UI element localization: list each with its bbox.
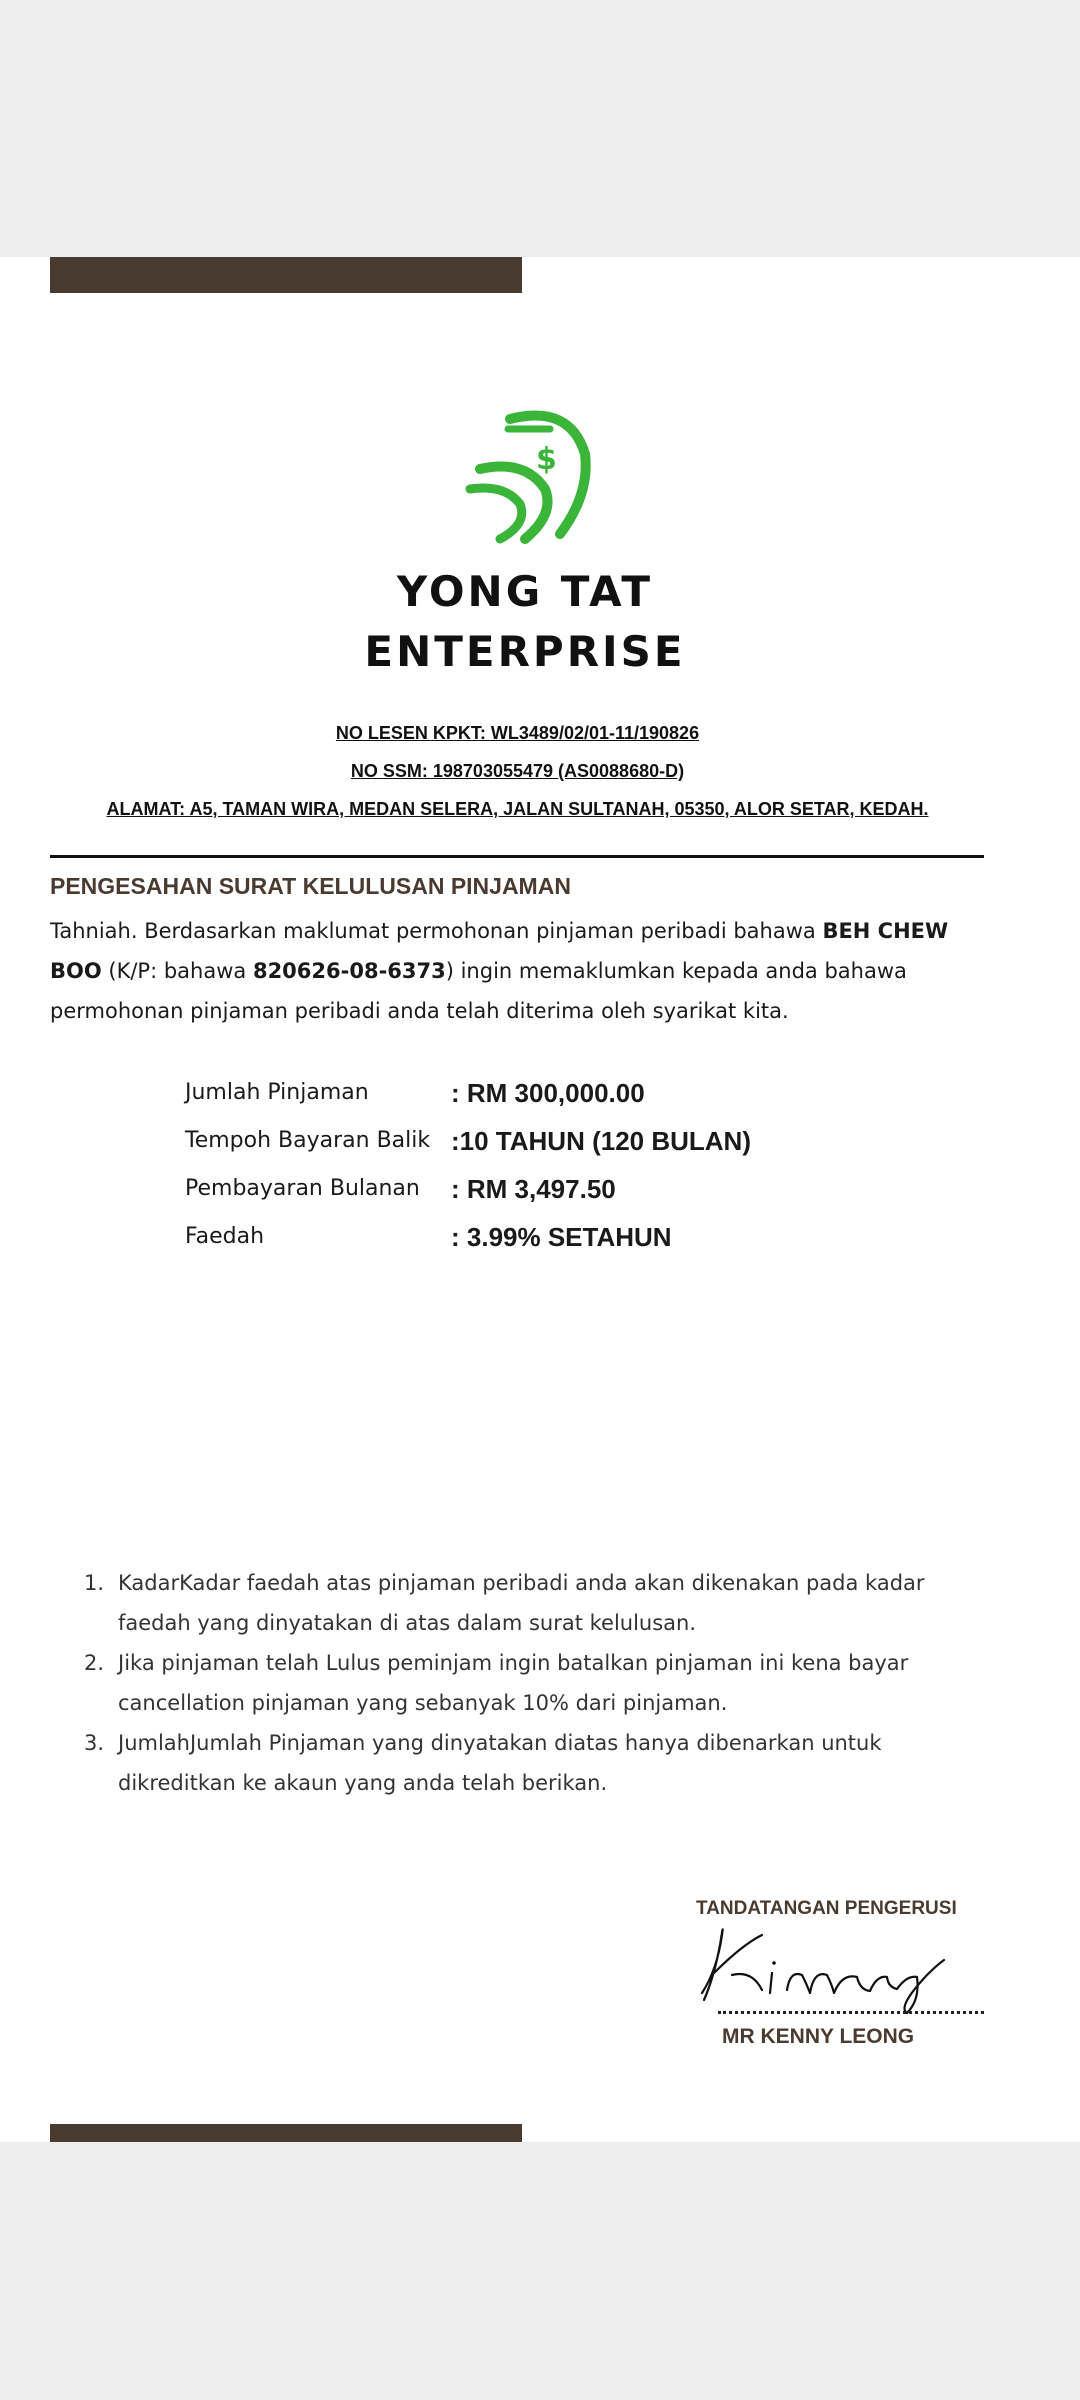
item-text: KadarKadar faedah atas pinjaman peribadi anda akan dikenakan pada kadar faedah yang dinyatakan di atas dalam surat kelulusan.: [118, 1571, 925, 1635]
term-label: Tempoh Bayaran Balik: [185, 1128, 431, 1153]
item-number: 1.: [84, 1571, 105, 1595]
ic-number: 820626-08-6373: [252, 959, 446, 983]
ssm-number: NO SSM: 198703055479 (AS0088680-D): [350, 761, 685, 781]
term-label: Pembayaran Bulanan: [185, 1176, 420, 1201]
term-row-period: [185, 1121, 885, 1169]
item-text: Jika pinjaman telah Lulus peminjam ingin batalkan pinjaman ini kena bayar cancellation pinjaman yang sebanyak 10% dari pinjaman.: [118, 1651, 909, 1715]
company-name-line2: ENTERPRISE: [364, 627, 686, 676]
item-number: 3.: [84, 1731, 105, 1755]
term-value: :10 TAHUN (120 BULAN): [451, 1126, 751, 1156]
para-text-1: Tahniah. Berdasarkan maklumat permohonan pinjaman peribadi bahawa: [50, 919, 823, 943]
list-item: [84, 1643, 994, 1723]
signature-title: TANDATANGAN PENGERUSI: [696, 1898, 957, 1919]
company-logo-icon: [450, 399, 600, 549]
list-item: [84, 1723, 994, 1803]
license-number: NO LESEN KPKT: WL3489/02/01-11/190826: [335, 723, 700, 743]
signature-line: [718, 2011, 984, 2014]
company-name-line1: YONG TAT: [396, 567, 654, 616]
letter-heading: PENGESAHAN SURAT KELULUSAN PINJAMAN: [50, 873, 571, 899]
item-text: JumlahJumlah Pinjaman yang dinyatakan diatas hanya dibenarkan untuk dikreditkan ke akaun yang anda telah berikan.: [118, 1731, 882, 1795]
term-value: : RM 300,000.00: [451, 1078, 645, 1108]
term-value: : RM 3,497.50: [451, 1174, 616, 1204]
term-row-amount: [185, 1073, 885, 1121]
approval-paragraph: [50, 911, 1000, 1031]
term-label: Faedah: [185, 1224, 265, 1249]
signatory-name: MR KENNY LEONG: [722, 2025, 915, 2048]
borrower-name: BEH CHEW BOO: [50, 919, 949, 983]
item-number: 2.: [84, 1651, 105, 1675]
letter-page: [0, 257, 1080, 2142]
list-item: [84, 1563, 994, 1643]
footer-accent-bar: [50, 2124, 522, 2142]
conditions-list: [84, 1563, 994, 1803]
term-row-monthly: [185, 1169, 885, 1217]
para-text-3: ) ingin memaklumkan kepada anda bahawa permohonan pinjaman peribadi anda telah diterima oleh syarikat kita.: [50, 959, 907, 1023]
term-label: Jumlah Pinjaman: [185, 1080, 369, 1105]
company-address: ALAMAT: A5, TAMAN WIRA, MEDAN SELERA, JALAN SULTANAH, 05350, ALOR SETAR, KEDAH.: [106, 799, 929, 819]
term-row-interest: [185, 1217, 885, 1265]
handwritten-signature: [692, 1915, 952, 2015]
term-value: : 3.99% SETAHUN: [451, 1222, 672, 1252]
header-divider: [50, 855, 984, 858]
loan-terms: [185, 1073, 885, 1265]
svg-text:$: $: [536, 442, 557, 477]
para-text-2: (K/P: bahawa: [101, 959, 253, 983]
header-accent-bar: [50, 257, 522, 293]
